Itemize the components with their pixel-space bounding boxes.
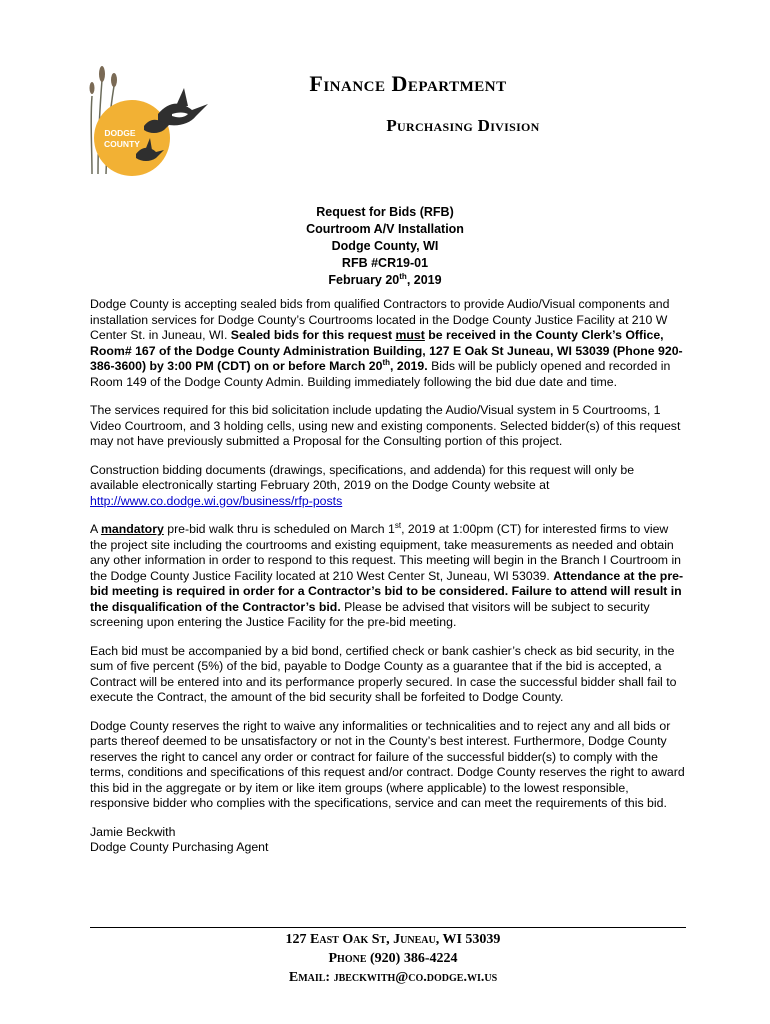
paragraph-rights: Dodge County reserves the right to waive any informalities or technicalities and to reject any and all bids or parts thereof deemed to be unsatisfactory or not in the County’s best interest. Furthermore, Dodge County reserves the right to cancel any order or contract for failure of the successful bidder(s) to comply with the terms, conditions and specifications of this request and/or contract. Dodge County reserves the right to award this bid in the aggregate or by item or like item groups (where applicable) to the lowest responsible, responsive bidder who complies with the specifications, service and can meet the requirements of this bid. <box>90 718 685 810</box>
division-title: Purchasing Division <box>386 116 540 135</box>
paragraph-services: The services required for this bid solicitation include updating the Audio/Visual system in 5 Courtrooms, 1 Video Courtroom, and 3 holding cells, using new and existing components. Selected bidder(s) of this request may not have previously submitted a Proposal for the Consulting portion of this project. <box>90 403 681 448</box>
paragraph-bid-security: Each bid must be accompanied by a bid bond, certified check or bank cashier’s check as bid security, in the sum of five percent (5%) of the bid, payable to Dodge County as a guarantee that if the bid is accepted, a Contract will be entered into and its performance properly secured. In case the successful bidder shall fail to execute the Contract, the amount of the bid security shall be forfeited to Dodge County. <box>90 643 677 704</box>
rfb-project: Courtroom A/V Installation <box>306 222 464 236</box>
footer-email: Email: jbeckwith@co.dodge.wi.us <box>288 970 498 985</box>
logo-text-dodge: DODGE <box>104 128 136 138</box>
rfb-heading <box>0 204 770 289</box>
footer-contact <box>0 930 770 987</box>
signer-name: Jamie Beckwith <box>90 824 176 839</box>
footer-phone: Phone (920) 386-4224 <box>328 951 458 966</box>
logo-text-county: COUNTY <box>104 139 140 149</box>
rfb-number: RFB #CR19-01 <box>341 256 429 270</box>
rfp-posts-link[interactable]: http://www.co.dodge.wi.gov/business/rfp-posts <box>90 493 343 508</box>
signer-title: Dodge County Purchasing Agent <box>90 840 269 854</box>
paragraph-documents: Construction bidding documents (drawings, specifications, and addenda) for this request will only be available electronically starting February 20th, 2019 on the Dodge County website at http://www.co.dodge.wi.gov/business/rfp-posts <box>90 462 635 508</box>
signature-block <box>90 825 686 856</box>
department-title: Finance Department <box>309 71 507 96</box>
rfb-location: Dodge County, WI <box>331 239 439 253</box>
letter-body <box>90 297 686 856</box>
rfb-date: February 20th, 2019 <box>328 271 442 287</box>
paragraph-walkthru: A mandatory pre-bid walk thru is scheduled on March 1st, 2019 at 1:00pm (CT) for interested firms to view the project site including the courtrooms and existing equipment, take measurements as needed and obtain any other information in order to respond to this request. This meeting will begin in the Branch I Courtroom in the Dodge County Justice Facility located at 210 West Center St, Juneau, WI 53039. Attendance at the pre-bid meeting is required in order for a Contractor’s bid to be considered. Failure to attend will result in the disqualification of the Contractor’s bid. Please be advised that visitors will be subject to security screening upon entering the Justice Facility for the pre-bid meeting. <box>90 520 684 629</box>
footer-divider <box>90 927 686 928</box>
county-seal-circle <box>94 100 170 176</box>
paragraph-intro: Dodge County is accepting sealed bids from qualified Contractors to provide Audio/Visual components and installation services for Dodge County’s Courtrooms located in the Dodge County Justice Facility at 210 W Center St. in Juneau, WI. Sealed bids for this request must be received in the County Clerk’s Office, Room# 167 of the Dodge County Administration Building, 127 E Oak St Juneau, WI 53039 (Phone 920-386-3600) by 3:00 PM (CDT) on or before March 20th, 2019. Bids will be publicly opened and recorded in Room 149 of the Dodge County Admin. Building immediately following the bid due date and time. <box>90 297 683 389</box>
footer-address: 127 East Oak St, Juneau, WI 53039 <box>285 932 501 947</box>
rfb-title: Request for Bids (RFB) <box>316 205 454 219</box>
